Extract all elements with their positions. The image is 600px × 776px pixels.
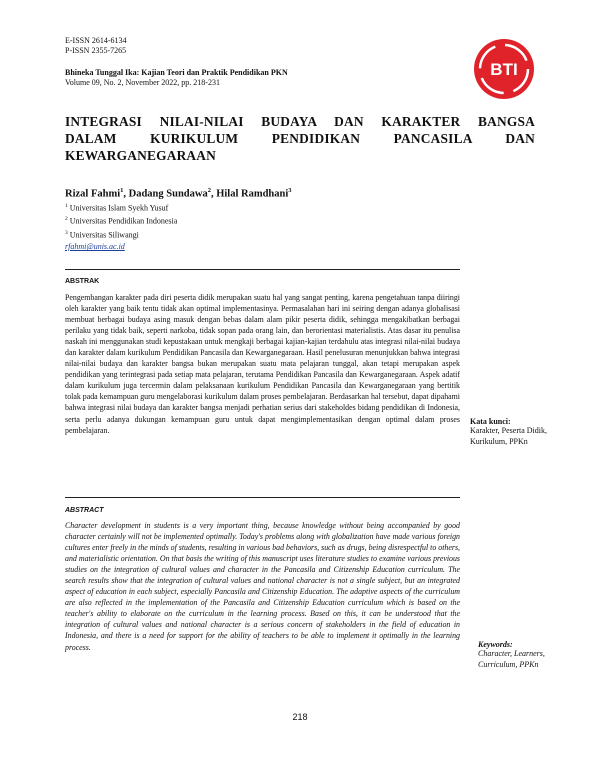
author-name: Dadang Sundawa <box>128 188 208 200</box>
logo-text: BTI <box>490 60 518 79</box>
affiliation-item: $^1$ Universitas Islam Syekh Yusuf <box>65 203 169 213</box>
author-sup: 1 <box>120 187 124 194</box>
kata-kunci-heading: Kata kunci: <box>470 417 511 426</box>
page-number: 218 <box>292 712 308 722</box>
keywords-heading: Keywords: <box>478 640 513 649</box>
title-line-3: KEWARGANEGARAAN <box>65 148 217 163</box>
keywords-line: Curriculum, PPKn <box>478 659 539 669</box>
volume-info: Volume 09, No. 2, November 2022, pp. 218-231 <box>65 78 220 87</box>
affiliation-item: $^2$ Universitas Pendidikan Indonesia <box>65 216 178 227</box>
abstract-heading: ABSTRACT <box>65 507 104 514</box>
author-list <box>65 187 292 200</box>
journal-logo <box>473 38 535 100</box>
title-line-2: DALAM KURIKULUM PENDIDIKAN PANCASILA DAN <box>65 131 535 146</box>
email-link[interactable]: rfahmi@unis.ac.id <box>65 242 125 252</box>
article-title <box>65 113 535 164</box>
author-sup: 3 <box>288 187 292 194</box>
divider <box>65 497 460 498</box>
author-name: Hilal Ramdhani <box>216 188 289 200</box>
journal-info <box>65 68 288 88</box>
kata-kunci-line: Karakter, Peserta Didik, <box>470 426 547 435</box>
affiliations <box>65 201 177 253</box>
journal-name: Bhineka Tunggal Ika: Kajian Teori dan Praktik Pendidikan PKN <box>65 68 288 77</box>
affiliation-item: $^3$ Universitas Siliwangi <box>65 229 139 240</box>
issn-block <box>65 36 127 56</box>
author-name: Rizal Fahmi <box>65 188 121 200</box>
kata-kunci-block <box>470 417 547 447</box>
pissn: P-ISSN 2355-7265 <box>65 46 127 55</box>
author-sep: , <box>123 188 129 200</box>
keywords-block <box>478 640 545 670</box>
author-sup: 2 <box>207 187 211 194</box>
divider <box>65 269 460 270</box>
kata-kunci-line: Kurikulum, PPKn <box>470 436 528 446</box>
author-sep: , <box>210 188 217 200</box>
eissn: E-ISSN 2614-6134 <box>65 36 127 45</box>
abstrak-heading: ABSTRAK <box>65 278 100 285</box>
keywords-line: Character, Learners, <box>478 649 545 658</box>
title-line-1: INTEGRASI NILAI-NILAI BUDAYA DAN KARAKTER BANGSA <box>65 114 535 129</box>
abstract-text: Character development in students is a very important thing, because knowledge without being accompanied by good character certainly will not be implemented optimally. Today's problems along with globalization have made various foreign cultures enter freely in the minds of students, resulting in various bad behaviors, such as drugs, being disrespectful to others, and materialistic orientation. On that basis the writing of this manuscript uses literature studies to examine various previous studies on the integration of cultural values and character in the Pancasila and Citizenship Education curriculum. The search results show that the integration of cultural values and national character is not a single subject, but an integrated aspect of education in each subject, especially Pancasila and Citizenship Education. The adaptive aspects of the curriculum are also reflected in the implementation of the Pancasila and Citizenship Education curriculum which is based on the teacher's ability to elaborate on the curriculum in the learning process. Based on this, it can be understood that the integration of cultural values and national character is a serious concern of stakeholders in the field of education in Indonesia, and there is a need for support for the ability of teachers to be able to implement it optimally in the learning process. <box>65 521 460 652</box>
abstrak-text: Pengembangan karakter pada diri peserta didik merupakan suatu hal yang sangat penting, karena pengetahuan tanpa diiringi oleh karakter yang baik tentu tidak akan optimal implementasinya. Permasalahan hari ini seiring dengan adanya globalisasi membuat berbagai budaya asing masuk dengan bebas dalam alam pikir peserta didik, sehingga mengakibatkan berbagai perilaku yang tidak baik, seperti narkoba, tidak sopan pada orang lain, dan berorientasi materialistis. Atas dasar itu penulisa naskah ini menggunakan studi kepustakaan untuk mengkaji berbagai kajian-kajian terdahulu atas integrasi nilai-nilai budaya dan karakter dalam kurikulum Pendidikan Pancasila dan Kewarganegaraan. Hasil penelusuran menunjukkan bahwa integrasi nilai-nilai budaya dan karakter bangsa bukan merupakan suatu mata pelajaran tunggal, akan tetapi merupakan aspek pendidikan yang terintegrasi pada setiap mata pelajaran, terutama Pendidikan Pancasila dan Kewarganegaraan. Aspek adatif dalam kurikulum juga tercermin dalam pelaksanaan kurikulum Pendidikan Pancasila dan Kewarganegaraan yang bertitik tolak pada kemampuan guru mengelaborasi kurikulum dalam proses pembelajaran. Berdasarkan hal tersebut, dapat dipahami bahwa integrasi nilai budaya dan karakter bangsa menjadi perhatian serius dari stakeholdes bidang pendidikan di Indonesia, serta perlu adanya dukungan kemampuan guru untuk dapat mengimplementasikan dengan optimal dalam proses pembelajaran. <box>65 293 460 435</box>
